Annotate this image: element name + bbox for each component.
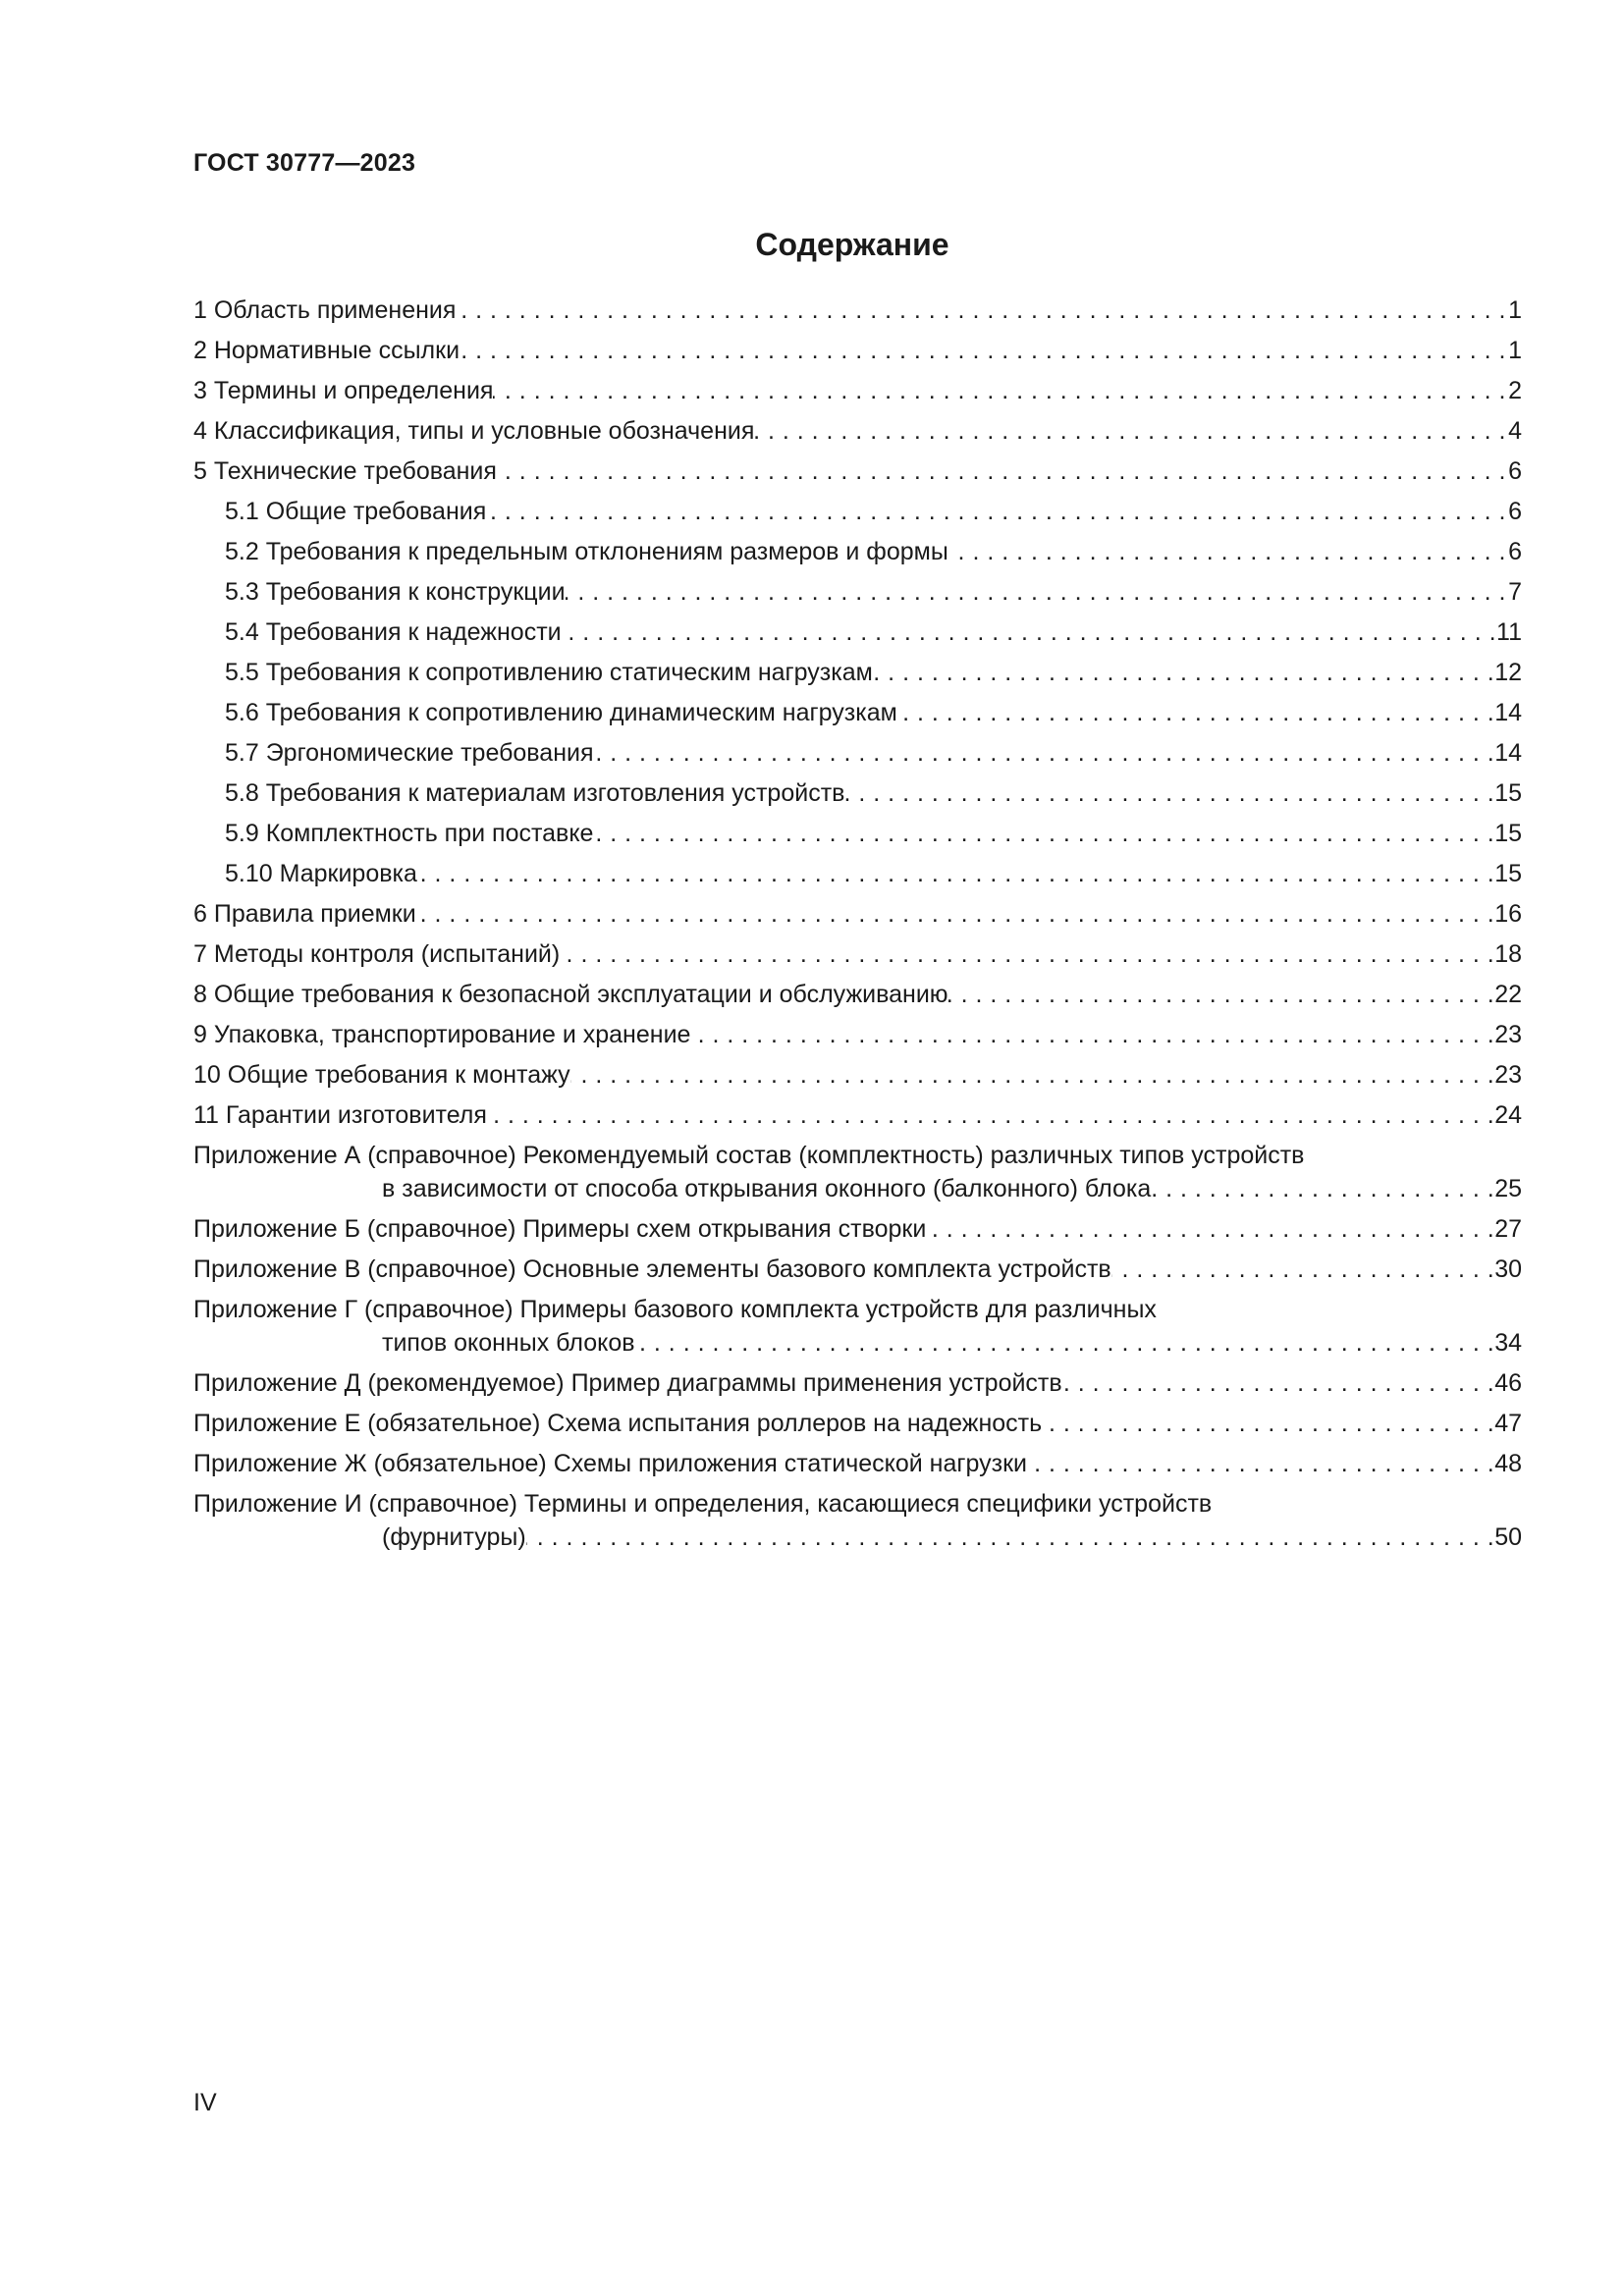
toc-entry[interactable]	[193, 367, 1522, 407]
dot-leader	[593, 817, 1494, 850]
toc-entry-page: 23	[1494, 1021, 1522, 1048]
toc-entry-appendix[interactable]	[193, 1400, 1522, 1440]
dot-leader	[417, 857, 1494, 890]
toc-entry-page: 15	[1494, 820, 1522, 847]
dot-leader	[926, 1212, 1494, 1246]
toc-entry-page: 7	[1508, 578, 1522, 606]
dot-leader	[897, 696, 1494, 729]
toc-entry-page: 1	[1508, 337, 1522, 364]
dot-leader	[566, 575, 1506, 609]
toc-entry-title: 11 Гарантии изготовителя	[193, 1101, 487, 1129]
dot-leader	[1027, 1447, 1494, 1480]
dot-leader	[570, 1058, 1495, 1092]
toc-subentry[interactable]	[193, 649, 1522, 689]
toc-subentry[interactable]	[193, 689, 1522, 729]
toc-entry-title: 9 Упаковка, транспортирование и хранение	[193, 1021, 691, 1048]
dot-leader	[844, 776, 1494, 810]
toc-entry-page: 30	[1494, 1255, 1522, 1283]
dot-leader	[1151, 1172, 1494, 1205]
toc-entry-title-line2: типов оконных блоков	[382, 1329, 635, 1357]
dot-leader	[754, 414, 1506, 448]
dot-leader	[416, 897, 1494, 931]
toc-entry-appendix[interactable]	[193, 1246, 1522, 1286]
table-of-contents	[193, 287, 1522, 1554]
toc-entry[interactable]	[193, 1051, 1522, 1092]
toc-entry-page: 14	[1494, 699, 1522, 726]
toc-entry[interactable]	[193, 1011, 1522, 1051]
toc-subentry[interactable]	[193, 729, 1522, 770]
toc-entry-appendix[interactable]	[193, 1205, 1522, 1246]
toc-entry-page: 46	[1494, 1369, 1522, 1397]
toc-entry[interactable]	[193, 407, 1522, 448]
dot-leader	[948, 978, 1495, 1011]
toc-entry-title: 5.2 Требования к предельным отклонениям размеров и формы	[225, 538, 948, 565]
toc-entry-title: 5.4 Требования к надежности	[225, 618, 562, 646]
toc-entry-title: 7 Методы контроля (испытаний)	[193, 940, 561, 968]
toc-entry-page: 25	[1494, 1175, 1522, 1202]
toc-entry-page: 6	[1508, 457, 1522, 485]
toc-entry-title: 5.9 Комплектность при поставке	[225, 820, 594, 847]
toc-entry-page: 15	[1494, 779, 1522, 807]
toc-entry[interactable]	[193, 1092, 1522, 1132]
toc-entry-title: 4 Классификация, типы и условные обозначения	[193, 417, 755, 445]
dot-leader	[460, 334, 1506, 367]
toc-entry-appendix[interactable]	[193, 1487, 1522, 1554]
toc-entry-page: 47	[1494, 1410, 1522, 1437]
toc-entry-page: 6	[1508, 498, 1522, 525]
toc-entry-title-line1: Приложение Г (справочное) Примеры базового комплекта устройств для различных	[193, 1296, 1157, 1323]
toc-entry-title: 6 Правила приемки	[193, 900, 416, 928]
toc-entry-title: 5.1 Общие требования	[225, 498, 487, 525]
toc-entry-page: 18	[1494, 940, 1522, 968]
toc-subentry[interactable]	[193, 488, 1522, 528]
toc-entry-title-line1: Приложение И (справочное) Термины и определения, касающиеся специфики устройств	[193, 1490, 1213, 1518]
toc-entry-page: 14	[1494, 739, 1522, 767]
toc-entry-appendix[interactable]	[193, 1293, 1522, 1360]
toc-entry-title-line2: (фурнитуры)	[382, 1523, 526, 1551]
toc-entry-title: 5.8 Требования к материалам изготовления устройств	[225, 779, 845, 807]
toc-entry-page: 2	[1508, 377, 1522, 404]
toc-entry-title-line2: в зависимости от способа открывания оконного (балконного) блока	[382, 1175, 1152, 1202]
toc-entry-title: Приложение Ж (обязательное) Схемы приложения статической нагрузки	[193, 1450, 1027, 1477]
toc-subentry[interactable]	[193, 810, 1522, 850]
toc-entry[interactable]	[193, 971, 1522, 1011]
dot-leader	[1042, 1407, 1494, 1440]
toc-entry-title: 1 Область применения	[193, 296, 457, 324]
dot-leader	[456, 294, 1506, 327]
dot-leader	[497, 454, 1506, 488]
dot-leader	[562, 615, 1496, 649]
dot-leader	[690, 1018, 1494, 1051]
toc-entry-page: 34	[1494, 1329, 1522, 1357]
toc-entry-page: 22	[1494, 981, 1522, 1008]
toc-entry-title: Приложение В (справочное) Основные элементы базового комплекта устройств	[193, 1255, 1111, 1283]
toc-entry-title: Приложение Б (справочное) Примеры схем открывания створки	[193, 1215, 927, 1243]
dot-leader	[560, 937, 1494, 971]
toc-entry-page: 11	[1496, 618, 1522, 646]
toc-entry-title: 8 Общие требования к безопасной эксплуатации и обслуживанию	[193, 981, 948, 1008]
toc-subentry[interactable]	[193, 528, 1522, 568]
toc-entry-title: 5.10 Маркировка	[225, 860, 417, 887]
toc-title: Содержание	[755, 227, 949, 262]
toc-entry-page: 15	[1494, 860, 1522, 887]
dot-leader	[594, 736, 1495, 770]
toc-entry-appendix[interactable]	[193, 1139, 1522, 1205]
toc-entry-title: 3 Термины и определения	[193, 377, 494, 404]
toc-entry-page: 48	[1494, 1450, 1522, 1477]
dot-leader	[948, 535, 1506, 568]
toc-entry-appendix[interactable]	[193, 1440, 1522, 1480]
toc-entry-page: 27	[1494, 1215, 1522, 1243]
toc-entry[interactable]	[193, 931, 1522, 971]
toc-entry-page: 6	[1508, 538, 1522, 565]
toc-entry-title: 5.3 Требования к конструкции	[225, 578, 566, 606]
toc-entry-title: 5 Технические требования	[193, 457, 497, 485]
dot-leader	[486, 495, 1506, 528]
toc-entry-page: 16	[1494, 900, 1522, 928]
toc-entry-page: 50	[1494, 1523, 1522, 1551]
toc-entry-title: 2 Нормативные ссылки	[193, 337, 460, 364]
toc-entry-title: Приложение Е (обязательное) Схема испытания роллеров на надежность	[193, 1410, 1043, 1437]
toc-entry-page: 4	[1508, 417, 1522, 445]
toc-subentry[interactable]	[193, 770, 1522, 810]
toc-subentry[interactable]	[193, 568, 1522, 609]
toc-entry-title: 10 Общие требования к монтажу	[193, 1061, 570, 1089]
document-id: ГОСТ 30777—2023	[193, 149, 416, 177]
dot-leader	[526, 1521, 1495, 1554]
toc-entry[interactable]	[193, 287, 1522, 327]
toc-entry-title: 5.5 Требования к сопротивлению статическим нагрузкам	[225, 659, 873, 686]
dot-leader	[1111, 1253, 1495, 1286]
toc-entry-title: Приложение Д (рекомендуемое) Пример диаграммы применения устройств	[193, 1369, 1062, 1397]
toc-entry-page: 12	[1494, 659, 1522, 686]
toc-entry-title-line1: Приложение А (справочное) Рекомендуемый состав (комплектность) различных типов устройств	[193, 1142, 1305, 1169]
dot-leader	[1062, 1366, 1495, 1400]
toc-subentry[interactable]	[193, 609, 1522, 649]
dot-leader	[493, 374, 1506, 407]
page-number: IV	[193, 2089, 217, 2116]
toc-subentry[interactable]	[193, 850, 1522, 890]
toc-entry[interactable]	[193, 890, 1522, 931]
toc-entry-page: 1	[1508, 296, 1522, 324]
toc-entry[interactable]	[193, 327, 1522, 367]
toc-entry[interactable]	[193, 448, 1522, 488]
toc-entry-title: 5.7 Эргономические требования	[225, 739, 594, 767]
toc-entry-title: 5.6 Требования к сопротивлению динамическим нагрузкам	[225, 699, 897, 726]
dot-leader	[487, 1098, 1494, 1132]
dot-leader	[635, 1326, 1495, 1360]
dot-leader	[873, 656, 1494, 689]
toc-entry-appendix[interactable]	[193, 1360, 1522, 1400]
toc-entry-page: 24	[1494, 1101, 1522, 1129]
toc-entry-page: 23	[1494, 1061, 1522, 1089]
